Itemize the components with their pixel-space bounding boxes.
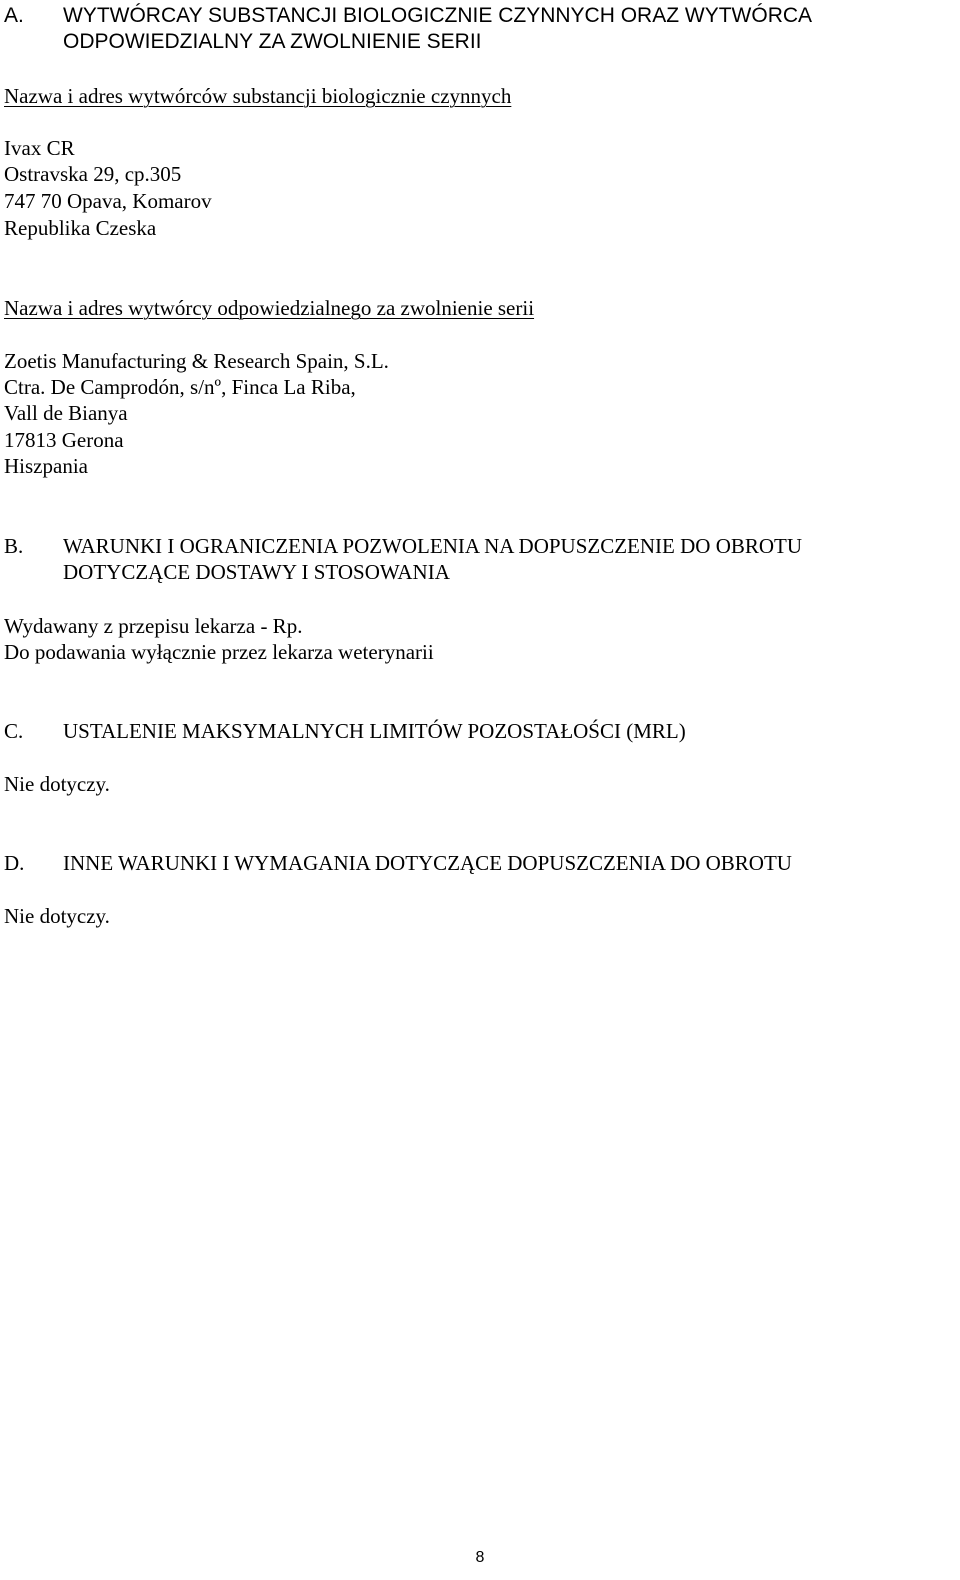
address2-line1: Zoetis Manufacturing & Research Spain, S.L. [4, 349, 389, 373]
section-d-letter: D. [4, 851, 25, 875]
address1-line4: Republika Czeska [4, 216, 157, 240]
batch-release-manufacturer-subheading: Nazwa i adres wytwórcy odpowiedzialnego za zwolnienie serii [4, 296, 535, 320]
section-b-letter: B. [4, 534, 24, 558]
section-b-body-line1: Wydawany z przepisu lekarza - Rp. [4, 614, 303, 638]
section-b-heading-line2: DOTYCZĄCE DOSTAWY I STOSOWANIA [63, 560, 450, 584]
address2-line5: Hiszpania [4, 454, 88, 478]
section-c-body: Nie dotyczy. [4, 772, 110, 796]
address1-line1: Ivax CR [4, 136, 75, 160]
section-a-heading-line2: ODPOWIEDZIALNY ZA ZWOLNIENIE SERII [63, 30, 482, 53]
address2-line3: Vall de Bianya [4, 401, 128, 425]
section-d-heading [4, 850, 956, 876]
address2-line2: Ctra. De Camprodón, s/nº, Finca La Riba, [4, 375, 356, 399]
section-b-heading [4, 533, 956, 585]
section-a-heading [4, 3, 956, 55]
section-a-heading-line1: WYTWÓRCAY SUBSTANCJI BIOLOGICZNIE CZYNNYCH ORAZ WYTWÓRCA [63, 4, 813, 27]
address2-line4: 17813 Gerona [4, 428, 124, 452]
section-a-letter: A. [4, 4, 24, 27]
section-c-letter: C. [4, 719, 24, 743]
address1-line2: Ostravska 29, cp.305 [4, 162, 182, 186]
section-c-heading-text: USTALENIE MAKSYMALNYCH LIMITÓW POZOSTAŁOŚCI (MRL) [63, 719, 686, 743]
manufacturer-active-substance-subheading: Nazwa i adres wytwórców substancji biologicznie czynnych [4, 84, 512, 108]
section-b-heading-line1: WARUNKI I OGRANICZENIA POZWOLENIA NA DOPUSZCZENIE DO OBROTU [63, 534, 803, 558]
section-d-heading-text: INNE WARUNKI I WYMAGANIA DOTYCZĄCE DOPUSZCZENIA DO OBROTU [63, 851, 792, 875]
section-b-body-line2: Do podawania wyłącznie przez lekarza weterynarii [4, 640, 434, 664]
section-c-heading [4, 718, 956, 744]
section-d-body: Nie dotyczy. [4, 904, 110, 928]
address1-line3: 747 70 Opava, Komarov [4, 189, 212, 213]
page-number: 8 [475, 1549, 485, 1566]
